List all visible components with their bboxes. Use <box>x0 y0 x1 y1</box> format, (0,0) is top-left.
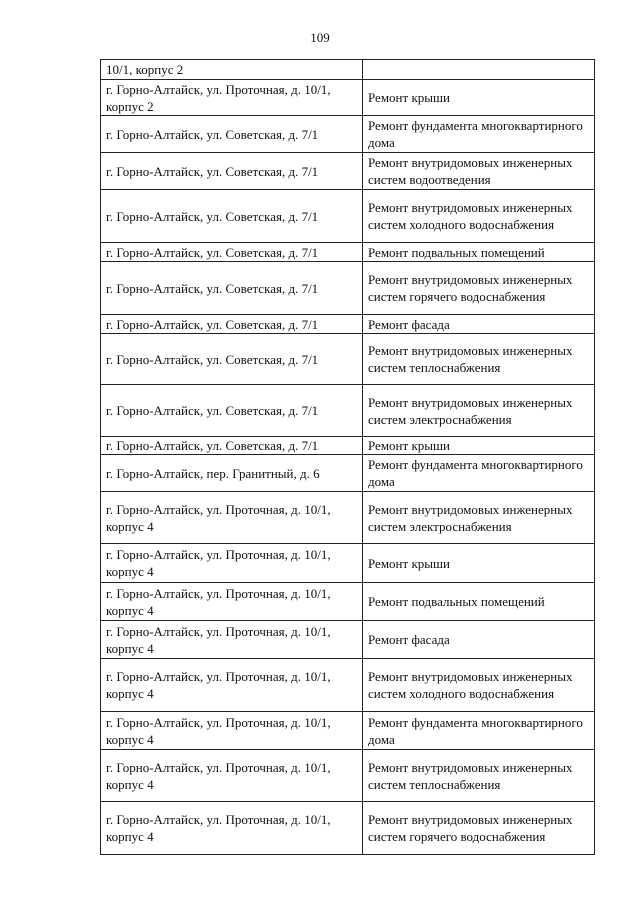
table-row <box>101 455 595 492</box>
page-number: 109 <box>310 30 330 45</box>
work-type-cell: Ремонт внутридомовых инженерных систем теплоснабжения <box>363 750 595 802</box>
address-cell: г. Горно-Алтайск, ул. Проточная, д. 10/1, корпус 4 <box>101 802 363 855</box>
table-row <box>101 492 595 544</box>
table-row <box>101 712 595 750</box>
address-cell: 10/1, корпус 2 <box>101 60 363 80</box>
work-type-cell: Ремонт подвальных помещений <box>363 243 595 262</box>
address-cell: г. Горно-Алтайск, ул. Советская, д. 7/1 <box>101 315 363 334</box>
work-type-cell: Ремонт крыши <box>363 80 595 116</box>
address-cell: г. Горно-Алтайск, ул. Советская, д. 7/1 <box>101 385 363 437</box>
work-type-cell: Ремонт фасада <box>363 621 595 659</box>
work-type-cell: Ремонт подвальных помещений <box>363 583 595 621</box>
table-row <box>101 243 595 262</box>
table-row <box>101 750 595 802</box>
table-row <box>101 315 595 334</box>
work-type-cell: Ремонт внутридомовых инженерных систем водоотведения <box>363 153 595 190</box>
address-cell: г. Горно-Алтайск, ул. Советская, д. 7/1 <box>101 243 363 262</box>
table-row <box>101 60 595 80</box>
address-cell: г. Горно-Алтайск, ул. Советская, д. 7/1 <box>101 334 363 385</box>
table-row <box>101 153 595 190</box>
table-row <box>101 262 595 315</box>
table-row <box>101 80 595 116</box>
address-cell: г. Горно-Алтайск, ул. Проточная, д. 10/1, корпус 4 <box>101 659 363 712</box>
address-cell: г. Горно-Алтайск, ул. Проточная, д. 10/1, корпус 4 <box>101 544 363 583</box>
work-type-cell: Ремонт внутридомовых инженерных систем горячего водоснабжения <box>363 262 595 315</box>
address-cell: г. Горно-Алтайск, ул. Советская, д. 7/1 <box>101 190 363 243</box>
work-type-cell: Ремонт внутридомовых инженерных систем электроснабжения <box>363 492 595 544</box>
table-row <box>101 116 595 153</box>
work-type-cell: Ремонт внутридомовых инженерных систем теплоснабжения <box>363 334 595 385</box>
table-row <box>101 437 595 455</box>
table-row <box>101 385 595 437</box>
work-type-cell: Ремонт внутридомовых инженерных систем электроснабжения <box>363 385 595 437</box>
work-type-cell: Ремонт фундамента многоквартирного дома <box>363 116 595 153</box>
work-type-cell: Ремонт фундамента многоквартирного дома <box>363 712 595 750</box>
address-cell: г. Горно-Алтайск, ул. Проточная, д. 10/1, корпус 4 <box>101 583 363 621</box>
work-type-cell: Ремонт внутридомовых инженерных систем холодного водоснабжения <box>363 659 595 712</box>
table-row <box>101 190 595 243</box>
address-cell: г. Горно-Алтайск, ул. Советская, д. 7/1 <box>101 262 363 315</box>
work-type-cell: Ремонт внутридомовых инженерных систем горячего водоснабжения <box>363 802 595 855</box>
table-row <box>101 802 595 855</box>
work-type-cell <box>363 60 595 80</box>
address-cell: г. Горно-Алтайск, ул. Советская, д. 7/1 <box>101 153 363 190</box>
table-row <box>101 659 595 712</box>
address-cell: г. Горно-Алтайск, ул. Советская, д. 7/1 <box>101 116 363 153</box>
address-cell: г. Горно-Алтайск, ул. Проточная, д. 10/1, корпус 4 <box>101 750 363 802</box>
table-row <box>101 544 595 583</box>
address-cell: г. Горно-Алтайск, пер. Гранитный, д. 6 <box>101 455 363 492</box>
work-type-cell: Ремонт крыши <box>363 437 595 455</box>
table-row <box>101 334 595 385</box>
address-cell: г. Горно-Алтайск, ул. Проточная, д. 10/1, корпус 4 <box>101 621 363 659</box>
address-cell: г. Горно-Алтайск, ул. Проточная, д. 10/1, корпус 4 <box>101 712 363 750</box>
table-body <box>101 60 595 855</box>
work-type-cell: Ремонт внутридомовых инженерных систем холодного водоснабжения <box>363 190 595 243</box>
address-cell: г. Горно-Алтайск, ул. Проточная, д. 10/1, корпус 4 <box>101 492 363 544</box>
work-type-cell: Ремонт крыши <box>363 544 595 583</box>
table-row <box>101 583 595 621</box>
work-type-cell: Ремонт фундамента многоквартирного дома <box>363 455 595 492</box>
work-type-cell: Ремонт фасада <box>363 315 595 334</box>
table-row <box>101 621 595 659</box>
address-cell: г. Горно-Алтайск, ул. Советская, д. 7/1 <box>101 437 363 455</box>
address-cell: г. Горно-Алтайск, ул. Проточная, д. 10/1, корпус 2 <box>101 80 363 116</box>
repair-works-table <box>100 59 595 855</box>
